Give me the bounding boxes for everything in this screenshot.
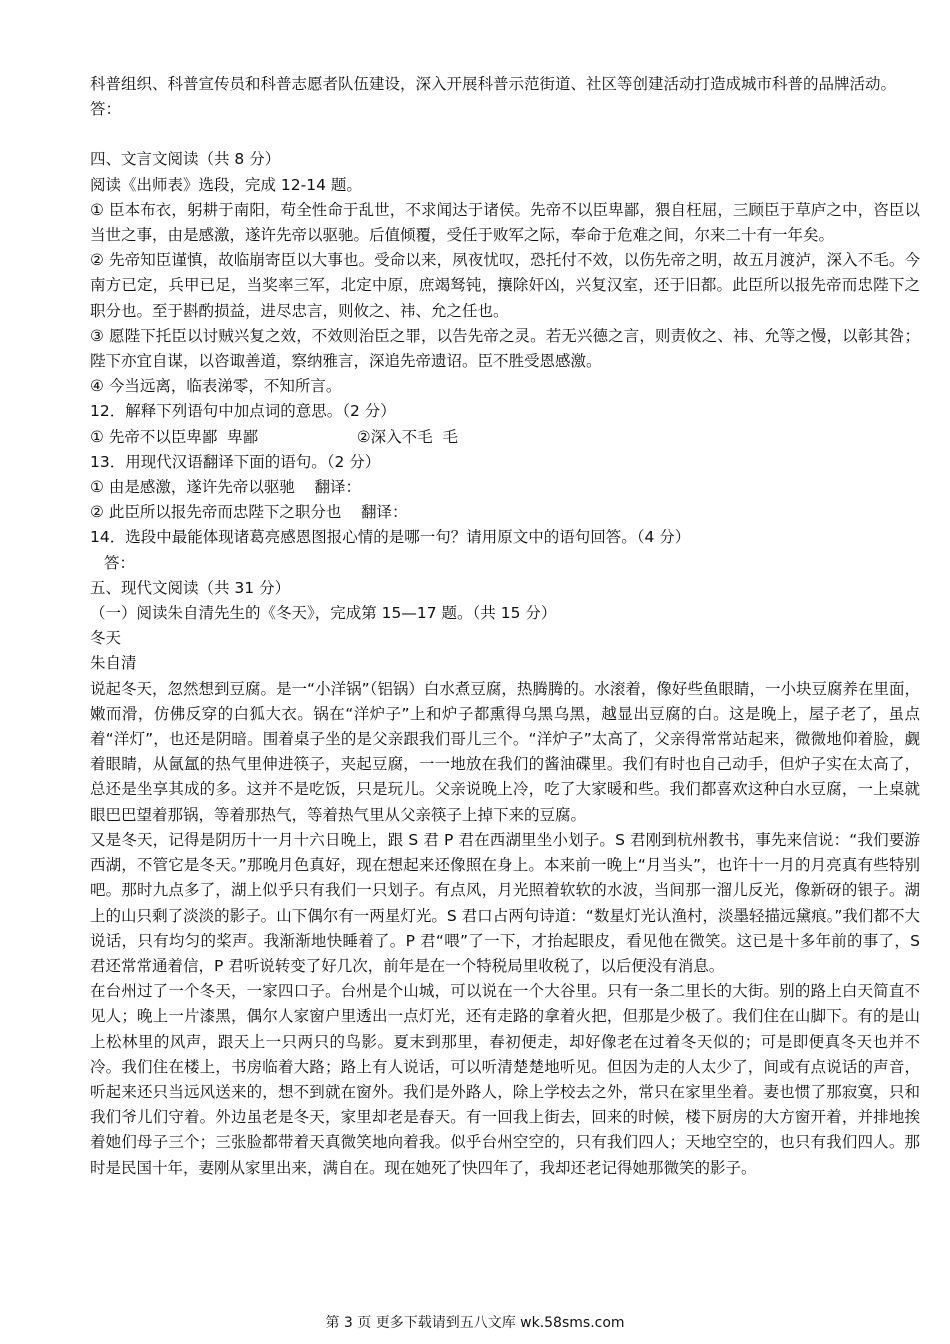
question-13-item-2: ② 此臣所以报先帝而忠陛下之职分也 翻译：: [90, 503, 408, 522]
question-13-item-1: ① 由是感激，遂许先帝以驱驰 翻译：: [90, 478, 362, 497]
classical-paragraph-3: ③ 愿陛下托臣以讨贼兴复之效，不效则治臣之罪，以告先帝之灵。若无兴德之言，则责攸之、祎、允等之慢，以彰其咎；陛下亦宜自谋，以咨诹善道，察纳雅言，深追先帝遗诏。臣不胜受恩感激。: [90, 326, 920, 371]
page-content: [90, 72, 920, 1181]
essay-paragraph-3: 在台州过了一个冬天，一家四口子。台州是个山城，可以说在一个大谷里。只有一条二里长的大街。别的路上白天简直不见人；晚上一片漆黑，偶尔人家窗户里透出一点灯光，还有走路的拿着火把，但那是少极了。我们住在山脚下。有的是山上松林里的风声，跟天上一只两只的鸟影。夏末到那里，春初便走，却好像老在过着冬天似的；可是即便真冬天也并不冷。我们住在楼上，书房临着大路；路上有人说话，可以听清楚楚地听见。但因为走的人太少了，间或有点说话的声音，听起来还只当远风送来的，想不到就在窗外。我们是外路人，除上学校去之外，常只在家里坐着。妻也惯了那寂寞，只和我们爷儿们守着。外边虽老是冬天，家里却老是春天。有一回我上街去，回来的时候，楼下厨房的大方窗开着，并排地挨着她们母子三个；三张脸都带着天真微笑地向着我。似乎台州空空的，只有我们四人；天地空空的，也只有我们四人。那时是民国十年，妻刚从家里出来，满自在。现在她死了快四年了，我却还老记得她那微笑的影子。: [90, 982, 920, 1177]
question-12: 12．解释下列语句中加点词的意思。（2 分）: [90, 402, 396, 421]
section5-heading: 五、现代文阅读（共 31 分）: [90, 578, 291, 597]
top-answer-label: 答：: [90, 100, 122, 119]
classical-paragraph-1: ① 臣本布衣，躬耕于南阳，苟全性命于乱世，不求闻达于诸侯。先帝不以臣卑鄙，猥自枉屈，三顾臣于草庐之中，咨臣以当世之事，由是感激，遂许先帝以驱驰。后值倾覆，受任于败军之际，奉命于危难之间，尔来二十有一年矣。: [90, 200, 920, 245]
spacer: [90, 122, 920, 147]
top-paragraph: 科普组织、科普宣传员和科普志愿者队伍建设，深入开展科普示范街道、社区等创建活动打造成城市科普的品牌活动。: [90, 75, 897, 93]
essay-author: 朱自清: [90, 654, 137, 673]
essay-title: 冬天: [90, 629, 122, 648]
question-12-items: ① 先帝不以臣卑鄙 卑鄙 ②深入不毛 毛: [90, 427, 458, 446]
essay-paragraph-1: 说起冬天，忽然想到豆腐。是一“小洋锅”（铝锅）白水煮豆腐，热腾腾的。水滚着，像好些鱼眼睛，一小块豆腐养在里面，嫩而滑，仿佛反穿的白狐大衣。锅在“洋炉子”上和炉子都熏得乌黑乌黑，越显出豆腐的白。这是晚上，屋子老了，虽点着“洋灯”，也还是阴暗。围着桌子坐的是父亲跟我们哥儿三个。“洋炉子”太高了，父亲得常常站起来，微微地仰着脸，觑着眼睛，从氤氲的热气里伸进筷子，夹起豆腐，一一地放在我们的酱油碟里。我们有时也自己动手，但炉子实在太高了，总还是坐享其成的多。这并不是吃饭，只是玩儿。父亲说晚上冷，吃了大家暖和些。我们都喜欢这种白水豆腐，一上桌就眼巴巴望着那锅，等着那热气，等着热气里从父亲筷子上掉下来的豆腐。: [90, 679, 920, 824]
classical-paragraph-4: ④ 今当远离，临表涕零，不知所言。: [90, 377, 342, 396]
classical-paragraph-2: ② 先帝知臣谨慎，故临崩寄臣以大事也。受命以来，夙夜忧叹，恐托付不效，以伤先帝之明，故五月渡泸，深入不毛。今南方已定，兵甲已足，当奖率三军，北定中原，庶竭驽钝，攘除奸凶，兴复汉室，还于旧都。此臣所以报先帝而忠陛下之职分也。至于斟酌损益，进尽忠言，则攸之、祎、允之任也。: [90, 251, 920, 320]
question-13: 13．用现代汉语翻译下面的语句。（2 分）: [90, 452, 381, 471]
section4-intro: 阅读《出师表》选段，完成 12-14 题。: [90, 175, 362, 194]
question-14-answer-label: 答：: [104, 553, 136, 572]
section5-subheading: （一）阅读朱自清先生的《冬天》，完成第 15—17 题。（共 15 分）: [90, 604, 557, 623]
question-14: 14．选段中最能体现诸葛亮感恩图报心情的是哪一句？请用原文中的语句回答。（4 分）: [90, 528, 691, 547]
essay-paragraph-2: 又是冬天，记得是阴历十一月十六日晚上，跟 S 君 P 君在西湖里坐小划子。S 君刚到杭州教书，事先来信说：“我们要游西湖，不管它是冬天。”那晚月色真好，现在想起来还像照在身上。本来前一晚上“月当头”，也许十一月的月亮真有些特别吧。那时九点多了，湖上似乎只有我们一只划子。有点风，月光照着软软的水波，当间那一溜儿反光，像新砑的银子。湖上的山只剩了淡淡的影子。山下偶尔有一两星灯光。S 君口占两句诗道：“数星灯光认渔村，淡墨轻描远黛痕。”我们都不大说话，只有均匀的桨声。我渐渐地快睡着了。P 君“喂”了一下，才抬起眼皮，看见他在微笑。这已是十多年前的事了，S 君还常常通着信，P 君听说转变了好几次，前年是在一个特税局里收税了，以后便没有消息。: [90, 830, 920, 975]
page-footer: 第 3 页 更多下载请到五八文库 wk.58sms.com: [325, 1315, 625, 1331]
section4-heading: 四、文言文阅读（共 8 分）: [90, 150, 281, 169]
